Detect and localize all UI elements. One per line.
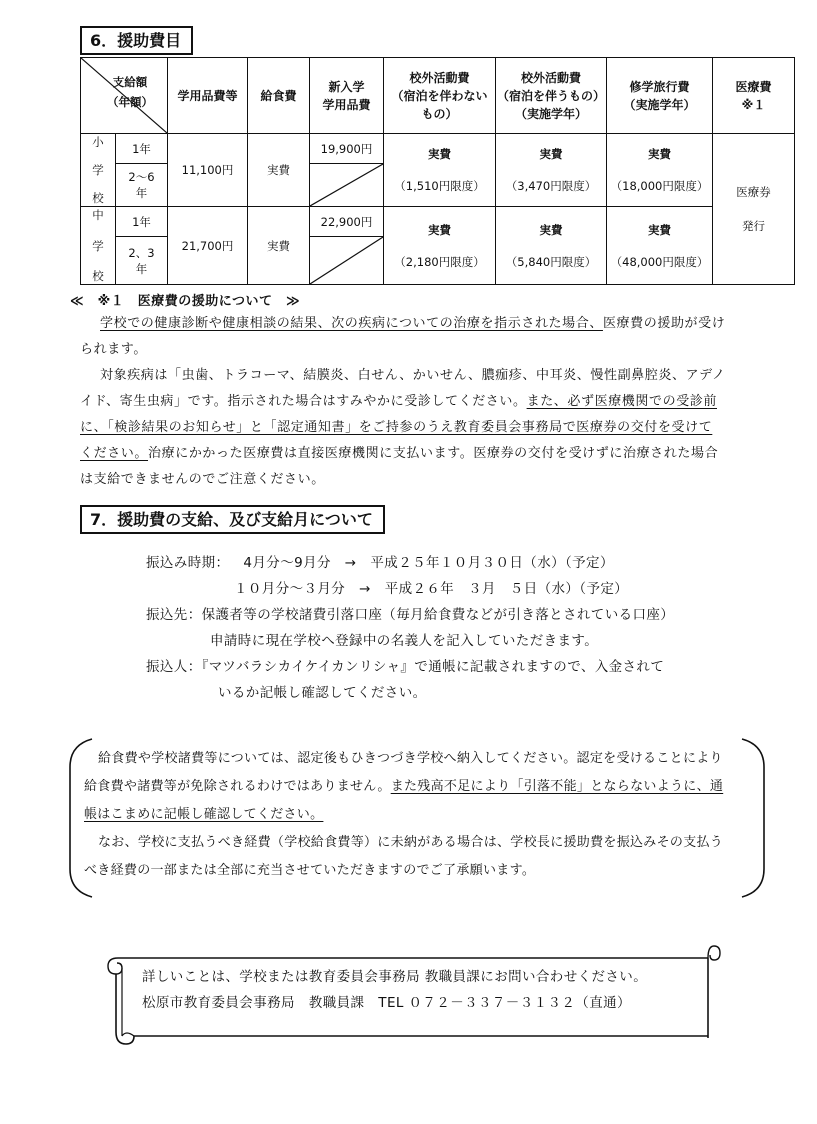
elementary-grade-1: 1年: [116, 134, 168, 164]
junior-outing-stay-limit: （5,840円限度）: [505, 254, 597, 269]
elementary-outing-stay-limit: （3,470円限度）: [505, 179, 597, 193]
junior-label-char-3: 校: [92, 269, 104, 283]
header-school-trip-1: 修学旅行費: [629, 79, 690, 94]
junior-grade-2-3-a: 2、3: [128, 245, 155, 260]
elementary-outing-nostay-value: 実費: [428, 147, 451, 161]
medical-note-line1-rest: 医療費の援助が受け: [602, 316, 726, 331]
elementary-label-char-3: 校: [92, 191, 104, 205]
junior-lunch: 実費: [248, 207, 310, 285]
junior-school-trip-value: 実費: [648, 222, 671, 237]
medical-note-line1-underlined: 学校での健康診断や健康相談の結果、次の疾病についての治療を指示された場合、: [100, 316, 603, 331]
header-new-supplies-2: 学用品費: [322, 97, 371, 112]
junior-outing-nostay-value: 実費: [428, 222, 451, 237]
notice-line3: 帳はこまめに記帳し確認してください。: [84, 807, 324, 822]
medical-note-line4-underlined: また、必ず医療機関での受診前: [526, 394, 717, 409]
medical-cell: [713, 134, 795, 285]
header-new-supplies-1: 新入学: [328, 79, 365, 94]
medical-note-body: [80, 311, 740, 493]
elementary-grade-2-6-a: 2～6: [128, 170, 155, 184]
header-outing-nostay-1: 校外活動費: [409, 70, 470, 85]
header-school-trip-2: （実施学年）: [623, 97, 696, 112]
elementary-school-trip-value: 実費: [648, 147, 671, 161]
transfer-dest-2: 申請時に現在学校へ登録中の名義人を記入していただきます。: [210, 633, 599, 649]
elementary-school-trip: [607, 134, 713, 207]
junior-outing-stay-value: 実費: [539, 222, 563, 237]
elementary-empty-diagonal: [310, 164, 383, 206]
junior-grade-1: 1年: [116, 207, 168, 237]
header-medical: [713, 58, 795, 134]
junior-label-char-1: 中: [92, 208, 104, 222]
elementary-grade-2-6: [116, 164, 168, 207]
header-pay-amount: [81, 58, 168, 134]
medical-ticket: 医療券: [736, 185, 771, 199]
junior-outing-nostay: [384, 207, 496, 285]
aid-items-table: [80, 57, 795, 285]
header-outing-stay-2: （宿泊を伴うもの）: [496, 88, 605, 103]
medical-note-line2: られます。: [80, 342, 147, 357]
transfer-schedule: [146, 550, 674, 706]
transfer-period-1: 4月分～9月分 → 平成２５年１０月３０日（水）（予定）: [243, 555, 614, 571]
header-outing-nostay-2: （宿泊を伴わない: [391, 88, 488, 103]
header-lunch: 給食費: [248, 58, 310, 134]
header-medical-2: ※１: [741, 97, 766, 112]
elementary-new-supplies: 19,900円: [310, 134, 384, 164]
elementary-label-char-1: 小: [92, 135, 104, 149]
junior-grade-2-3: [116, 237, 168, 285]
header-outing-nostay-3: もの）: [421, 106, 458, 121]
junior-school-trip-limit: （48,000円限度）: [610, 254, 709, 269]
elementary-new-supplies-empty: [310, 164, 384, 207]
header-school-trip: [607, 58, 713, 134]
junior-new-supplies: 22,900円: [310, 207, 384, 237]
elementary-grade-2-6-b: 年: [135, 186, 148, 200]
notice-line2-a: 給食費や諸費等が免除されるわけではありません。: [84, 779, 391, 794]
section-6-title: 6．援助費目: [80, 26, 193, 55]
elementary-outing-stay: [496, 134, 607, 207]
transfer-dest-1: 保護者等の学校諸費引落口座（毎月給食費などが引き落とされている口座）: [201, 607, 675, 623]
junior-supplies: 21,700円: [168, 207, 248, 285]
elementary-school-trip-limit: （18,000円限度）: [610, 179, 709, 193]
junior-school-trip: [607, 207, 713, 285]
header-pay-amount-sub: （年額）: [107, 95, 153, 109]
medical-note-line7: は支給できませんのでご注意ください。: [80, 472, 325, 487]
notice-box: [84, 745, 724, 885]
notice-line4: なお、学校に支払うべき経費（学校給食費等）に未納がある場合は、学校長に援助費を振込みその支払う: [98, 835, 724, 850]
header-outing-stay: [496, 58, 607, 134]
header-medical-1: 医療費: [735, 79, 772, 94]
transfer-payer-label: 振込人：: [146, 659, 202, 675]
junior-label: [81, 207, 116, 285]
notice-line5: べき経費の一部または全部に充当させていただきますのでご了承願います。: [84, 863, 536, 878]
transfer-dest-label: 振込先：: [146, 607, 202, 623]
notice-line1: 給食費や学校諸費等については、認定後もひきつづき学校へ納入してください。認定を受けることにより: [98, 751, 723, 766]
junior-grade-2-3-b: 年: [135, 261, 148, 276]
header-new-supplies: [310, 58, 384, 134]
medical-note-heading: ≪ ※１ 医療費の援助について ≫: [70, 294, 301, 309]
junior-empty-diagonal: [310, 237, 383, 284]
junior-outing-stay: [496, 207, 607, 285]
medical-note-line6-rest: 治療にかかった医療費は直接医療機関に支払います。医療券の交付を受けずに治療された場合: [148, 446, 719, 461]
medical-note-line3: 対象疾病は「虫歯、トラコーマ、結膜炎、白せん、かいせん、膿痂疹、中耳炎、慢性副鼻腔炎、アデノ: [100, 368, 726, 383]
elementary-outing-stay-value: 実費: [539, 147, 563, 161]
header-outing-stay-3: （実施学年）: [514, 106, 587, 121]
header-outing-stay-1: 校外活動費: [520, 70, 581, 85]
section-7-title: 7．援助費の支給、及び支給月について: [80, 505, 385, 534]
elementary-label: [81, 134, 116, 207]
contact-line1: 詳しいことは、学校または教育委員会事務局 教職員課にお問い合わせください。: [142, 969, 648, 985]
transfer-label: 振込み時期：: [146, 555, 230, 571]
contact-line2: 松原市教育委員会事務局 教職員課 TEL ０７２－３３７－３１３２（直通）: [142, 995, 631, 1011]
elementary-outing-nostay-limit: （1,510円限度）: [394, 179, 485, 193]
contact-box: [142, 964, 647, 1016]
header-outing-nostay: [384, 58, 496, 134]
elementary-lunch: 実費: [248, 134, 310, 207]
transfer-period-2: １０月分～３月分 → 平成２６年 ３月 ５日（水）（予定）: [234, 581, 629, 597]
transfer-payer-1: 『マツバラシカイケイカンリシャ』で通帳に記載されますので、入金されて: [201, 659, 665, 675]
header-pay-amount-label: 支給額: [112, 75, 148, 89]
notice-line2-underlined: また残高不足により「引落不能」とならないように、通: [390, 779, 724, 794]
junior-new-supplies-empty: [310, 237, 384, 285]
header-school-supplies: 学用品費等: [168, 58, 248, 134]
elementary-label-char-2: 学: [92, 163, 104, 177]
medical-note-line5: に、「検診結果のお知らせ」と「認定通知書」をご持参のうえ教育委員会事務局で医療券の交付を受けて: [80, 420, 713, 435]
medical-note-line6-underlined: ください。: [80, 446, 149, 461]
medical-issue: 発行: [742, 219, 765, 233]
elementary-supplies: 11,100円: [168, 134, 248, 207]
elementary-outing-nostay: [384, 134, 496, 207]
junior-outing-nostay-limit: （2,180円限度）: [394, 254, 485, 269]
medical-note-line4-a: イド、寄生虫病」です。指示された場合はすみやかに受診してください。: [80, 394, 527, 409]
transfer-payer-2: いるか記帳し確認してください。: [218, 685, 427, 701]
junior-label-char-2: 学: [92, 238, 104, 253]
